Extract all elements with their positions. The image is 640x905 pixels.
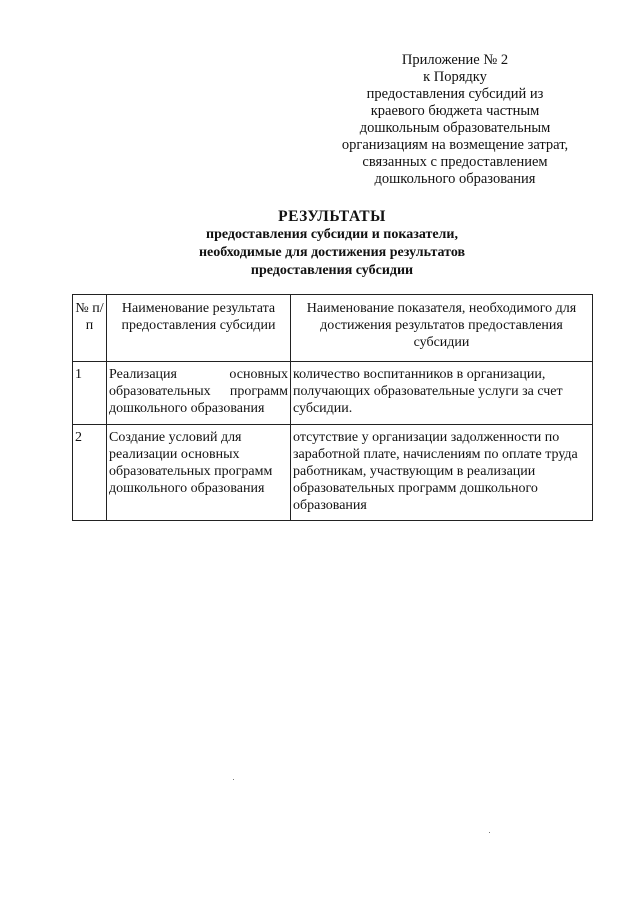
results-table	[72, 294, 593, 521]
title-main: РЕЗУЛЬТАТЫ	[278, 208, 386, 225]
header-indicator: Наименование показателя, необходимого для достижения результатов предоставления субсидии	[291, 295, 593, 362]
title-line: необходимые для достижения результатов	[198, 245, 466, 260]
appendix-line: связанных с предоставлением	[362, 154, 548, 170]
appendix-line: Приложение № 2	[401, 52, 509, 68]
appendix-line: предоставления субсидий из	[366, 86, 544, 102]
header-number: № п/п	[73, 295, 107, 362]
title-line: предоставления субсидии	[250, 263, 414, 278]
title-line: предоставления субсидии и показатели,	[206, 227, 458, 242]
appendix-header	[322, 52, 588, 188]
row-number: 2	[73, 425, 107, 521]
document-title	[100, 207, 564, 280]
header-result: Наименование результата предоставления субсидии	[107, 295, 291, 362]
appendix-line: краевого бюджета частным	[370, 103, 540, 119]
row-result: Реализация основных образовательных программ дошкольного образования	[107, 362, 291, 425]
row-indicator: отсутствие у организации задолженности по заработной плате, начислениям по оплате труда работникам, участвующим в реализации образовательных программ дошкольного образования	[291, 425, 593, 521]
scan-speck	[489, 832, 490, 833]
row-indicator: количество воспитанников в организации, получающих образовательные услуги за счет субсидии.	[291, 362, 593, 425]
appendix-line: к Порядку	[423, 69, 487, 85]
scan-speck	[233, 779, 234, 780]
appendix-line: организациям на возмещение затрат,	[341, 137, 569, 153]
table-header-row	[73, 295, 593, 362]
row-number: 1	[73, 362, 107, 425]
appendix-line: дошкольного образования	[374, 171, 536, 187]
row-result: Создание условий для реализации основных образовательных программ дошкольного образования	[107, 425, 291, 521]
table-row	[73, 425, 593, 521]
table-row	[73, 362, 593, 425]
appendix-line: дошкольным образовательным	[359, 120, 551, 136]
